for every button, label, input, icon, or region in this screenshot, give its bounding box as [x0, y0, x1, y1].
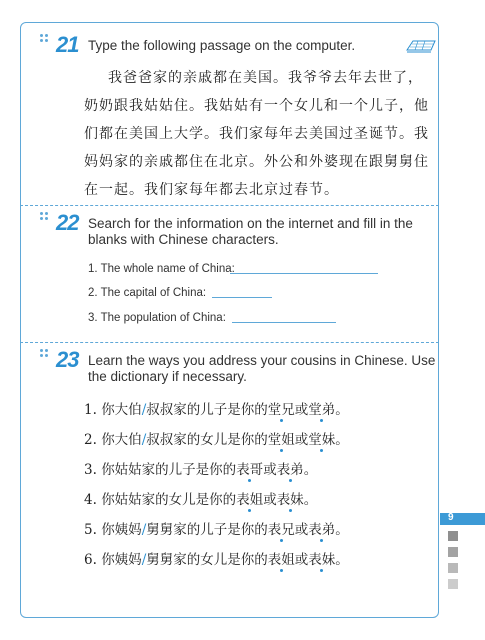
page-number-tab — [440, 513, 485, 525]
term: 表哥 — [236, 462, 264, 478]
exercise-number: 21 — [56, 32, 79, 57]
term: 堂姐 — [267, 432, 295, 448]
term: 表兄 — [267, 522, 295, 538]
exercise-number: 23 — [56, 347, 79, 372]
blank-label: 1. The whole name of China: — [88, 263, 235, 275]
decorative-dots-icon — [40, 212, 54, 226]
address-example: 6. 你姨妈/舅舅家的女儿是你的表姐或表妹。 — [84, 552, 349, 568]
answer-blank[interactable] — [212, 297, 272, 298]
term: 表妹 — [276, 492, 304, 508]
decorative-dots-icon — [40, 34, 54, 48]
term: 表妹 — [308, 552, 336, 568]
passage-line: 妈妈家的亲戚都住在北京。外公和外婆现在跟舅舅住 — [84, 154, 429, 170]
keyboard-icon — [404, 36, 438, 56]
passage-line: 在一起。我们家每年都去北京过春节。 — [84, 182, 339, 198]
passage-line: 们都在美国上大学。我们家每年去美国过圣诞节。我 — [84, 126, 429, 142]
passage-line: 我爸爸家的亲戚都在美国。我爷爷去年去世了， — [108, 70, 423, 86]
term: 表姐 — [267, 552, 295, 568]
answer-blank[interactable] — [232, 322, 336, 323]
term: 堂兄 — [267, 402, 295, 418]
term: 表弟 — [276, 462, 304, 478]
decorative-square — [448, 563, 458, 573]
exercise-instruction: Search for the information on the internet and fill in the blanks with Chinese characters. — [88, 216, 413, 247]
term: 表弟 — [308, 522, 336, 538]
address-example: 2. 你大伯/叔叔家的女儿是你的堂姐或堂妹。 — [84, 432, 349, 448]
term: 堂妹 — [308, 432, 336, 448]
decorative-square — [448, 531, 458, 541]
section-divider — [20, 205, 439, 206]
decorative-dots-icon — [40, 349, 54, 363]
passage — [84, 64, 429, 204]
decorative-square — [448, 547, 458, 557]
exercise-number: 22 — [56, 210, 79, 235]
address-example: 5. 你姨妈/舅舅家的儿子是你的表兄或表弟。 — [84, 522, 349, 538]
term: 表姐 — [236, 492, 264, 508]
address-example: 3. 你姑姑家的儿子是你的表哥或表弟。 — [84, 462, 318, 478]
blank-label: 3. The population of China: — [88, 312, 226, 324]
page-number: 9 — [448, 512, 454, 523]
address-example: 4. 你姑姑家的女儿是你的表姐或表妹。 — [84, 492, 318, 508]
blank-label: 2. The capital of China: — [88, 287, 207, 299]
exercise-instruction: Learn the ways you address your cousins in Chinese. Use the dictionary if necessary. — [88, 353, 436, 384]
decorative-square — [448, 579, 458, 589]
passage-line: 奶奶跟我姑姑住。我姑姑有一个女儿和一个儿子，他 — [84, 98, 429, 114]
term: 堂弟 — [308, 402, 336, 418]
section-divider — [20, 342, 439, 343]
answer-blank[interactable] — [230, 273, 378, 274]
exercise-instruction: Type the following passage on the computer. — [88, 38, 356, 53]
address-example: 1. 你大伯/叔叔家的儿子是你的堂兄或堂弟。 — [84, 402, 349, 418]
